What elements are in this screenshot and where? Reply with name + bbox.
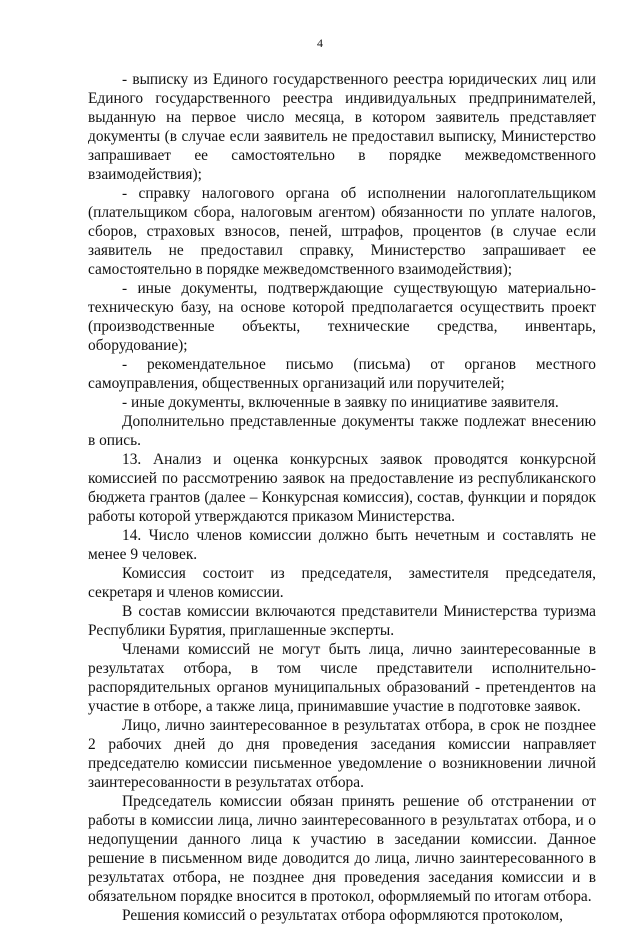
paragraph-commission-members: В состав комиссии включаются представители Министерства туризма Республики Бурятия, приглашенные эксперты. <box>88 603 596 639</box>
paragraph-tax-certificate: - справку налогового органа об исполнении налогоплательщиком (плательщиком сбора, налоговым агентом) обязанности по уплате налогов, сборов, страховых взносов, пеней, штрафов, процентов (в случае если заявитель не предоставил справку, Министерство запрашивает ее самостоятельно в порядке межведомственного взаимодействия); <box>88 185 596 278</box>
paragraph-egrul-extract: - выписку из Единого государственного реестра юридических лиц или Единого государственного реестра индивидуальных предпринимателей, выданную на первое число месяца, в котором заявитель представляет документы (в случае если заявитель не предоставил выписку, Министерство запрашивает ее самостоятельно в порядке межведомственного взаимодействия); <box>88 71 596 183</box>
paragraph-recommendation-letter: - рекомендательное письмо (письма) от органов местного самоуправления, общественных организаций или поручителей; <box>88 356 596 392</box>
document-body <box>88 70 596 925</box>
paragraph-commission-composition: Комиссия состоит из председателя, заместителя председателя, секретаря и членов комиссии. <box>88 565 596 601</box>
paragraph-clause-13: 13. Анализ и оценка конкурсных заявок проводятся конкурсной комиссией по рассмотрению заявок на предоставление из республиканского бюджета грантов (далее – Конкурсная комиссия), состав, функции и порядок работы которой утверждаются приказом Министерства. <box>88 451 596 525</box>
paragraph-protocol: Решения комиссий о результатах отбора оформляются протоколом, <box>122 907 564 924</box>
paragraph-notification: Лицо, лично заинтересованное в результатах отбора, в срок не позднее 2 рабочих дней до дня проведения заседания комиссии направляет председателю комиссии письменное уведомление о возникновении личной заинтересованности в результатах отбора. <box>88 717 596 791</box>
paragraph-clause-14: 14. Число членов комиссии должно быть нечетным и составлять не менее 9 человек. <box>88 527 596 563</box>
paragraph-conflict-of-interest: Членами комиссий не могут быть лица, лично заинтересованные в результатах отбора, в том числе представители исполнительно-распорядительных органов муниципальных образований - претендентов на участие в отборе, а также лица, принимавшие участие в подготовке заявок. <box>88 641 596 715</box>
paragraph-chair-decision: Председатель комиссии обязан принять решение об отстранении от работы в комиссии лица, лично заинтересованного в результатах отбора, и о недопущении данного лица к участию в заседании комиссии. Данное решение в письменном виде доводится до лица, лично заинтересованного в результатах отбора, не позднее дня проведения заседания комиссии и в обязательном порядке вносится в протокол, оформляемый по итогам отбора. <box>88 793 596 905</box>
paragraph-material-base-documents: - иные документы, подтверждающие существующую материально-техническую базу, на основе которой предполагается осуществить проект (производственные объекты, технические средства, инвентарь, оборудование); <box>88 280 596 354</box>
paragraph-inventory: Дополнительно представленные документы также подлежат внесению в опись. <box>88 413 596 449</box>
page-number: 4 <box>317 36 323 50</box>
paragraph-other-documents: - иные документы, включенные в заявку по инициативе заявителя. <box>122 394 559 411</box>
